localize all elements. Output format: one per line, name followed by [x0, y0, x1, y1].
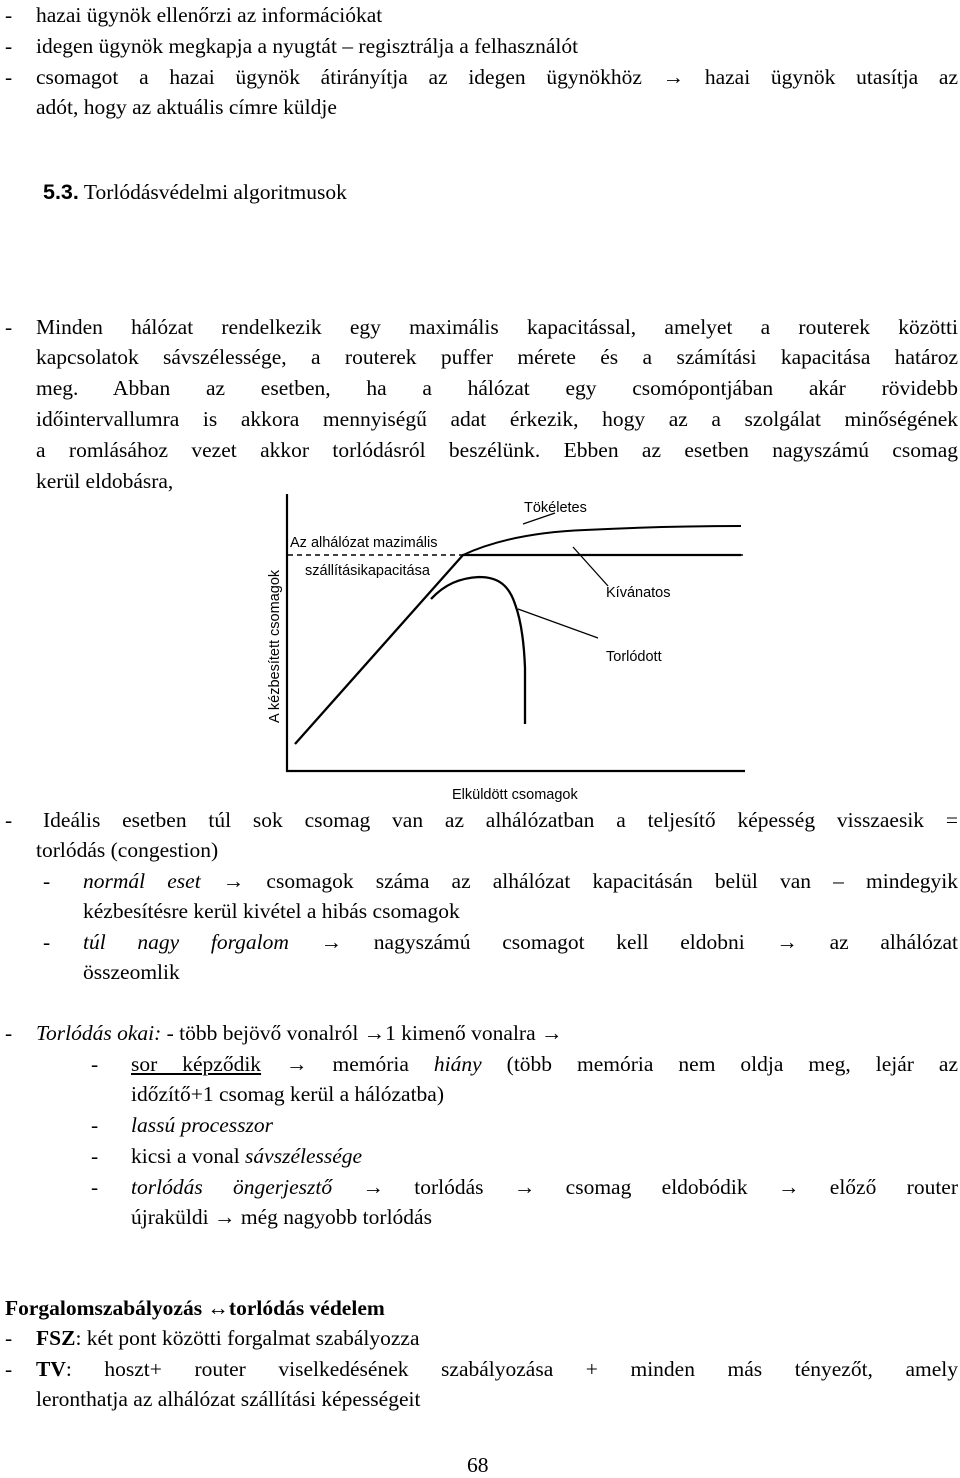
list-dash: -	[43, 930, 51, 954]
cause-queue-line-2: időzítő+1 csomag kerül a hálózatba)	[131, 1082, 445, 1106]
list-dash: -	[5, 1326, 13, 1350]
paragraph-line: Ideális esetben túl sok csomag van az alhálózatban a teljesítő képesség visszaesik =	[43, 808, 958, 832]
heavy-traffic-text: → nagyszámú csomagot kell eldobni → az alhálózat	[288, 930, 958, 954]
top-list-item-continuation: adót, hogy az aktuális címre küldje	[36, 95, 337, 119]
tv-line	[36, 1359, 958, 1381]
normal-case-line-2: kézbesítésre kerül kivétel a hibás csomagok	[83, 899, 460, 923]
page-number: 68	[467, 1453, 489, 1477]
congestion-figure	[255, 492, 765, 804]
fsz-text: : két pont közötti forgalmat szabályozza	[75, 1326, 420, 1350]
normal-case-term: normál eset	[83, 869, 201, 893]
cause-self-excitation-text: → torlódás → csomag eldobódik → előző router	[332, 1175, 958, 1199]
label-desired: Kívánatos	[606, 585, 671, 601]
list-dash: -	[5, 1357, 13, 1381]
cause-queue-rest: (több memória nem oldja meg, lejár az	[481, 1052, 958, 1076]
causes-text: - több bejövő vonalról →1 kimenő vonalra →	[161, 1021, 563, 1045]
capacity-label-1: Az alhálózat mazimális	[290, 535, 438, 551]
heavy-traffic-line-2: összeomlik	[83, 960, 180, 984]
cause-slow-processor: lassú processzor	[131, 1113, 273, 1137]
heavy-traffic-line	[83, 932, 958, 954]
paragraph-line: a romlásához vezet akkor torlódásról beszélünk. Ebben az esetben nagyszámú csomag	[36, 438, 958, 462]
list-dash: -	[91, 1144, 99, 1168]
paragraph-line: időintervallumra is akkora mennyiségű adat érkezik, hogy az a szolgálat minőségének	[36, 407, 958, 431]
causes-line	[36, 1023, 563, 1045]
cause-bandwidth	[131, 1146, 362, 1168]
traffic-heading: Forgalomszabályozás ↔torlódás védelem	[5, 1296, 385, 1320]
desired-curve	[463, 526, 741, 555]
cause-self-excitation-line-2: újraküldi → még nagyobb torlódás	[131, 1205, 432, 1229]
section-heading	[43, 182, 347, 204]
cause-self-excitation	[131, 1177, 958, 1199]
paragraph-line: torlódás (congestion)	[36, 838, 219, 862]
callout-congested	[518, 609, 598, 638]
top-list-item: idegen ügynök megkapja a nyugtát – regisztrálja a felhasználót	[36, 34, 579, 58]
section-title: Torlódásvédelmi algoritmusok	[83, 180, 347, 204]
top-list-item: hazai ügynök ellenőrzi az információkat	[36, 3, 383, 27]
list-dash: -	[91, 1175, 99, 1199]
y-axis-label: A kézbesített csomagok	[267, 569, 283, 723]
paragraph-line: meg. Abban az esetben, ha a hálózat egy csomópontjában akár rövidebb	[36, 376, 958, 400]
list-dash: -	[5, 65, 13, 89]
callout-desired	[573, 547, 608, 586]
list-dash: -	[91, 1052, 99, 1076]
perfect-curve	[295, 555, 741, 744]
list-dash: -	[5, 315, 13, 339]
normal-case-text: → csomagok száma az alhálózat kapacitásán belül van – mindegyik	[200, 869, 959, 893]
list-dash: -	[5, 1021, 13, 1045]
list-dash: -	[43, 869, 51, 893]
cause-bandwidth-text: kicsi a vonal	[131, 1144, 246, 1168]
fsz-line	[36, 1328, 420, 1350]
list-dash: -	[91, 1113, 99, 1137]
paragraph-line: kerül eldobásra,	[36, 469, 174, 493]
congested-curve	[431, 577, 525, 724]
normal-case-line	[83, 871, 958, 893]
tv-text: : hoszt+ router viselkedésének szabályozása + minden más tényezőt, amely	[65, 1357, 958, 1381]
heavy-traffic-term: túl nagy forgalom	[83, 930, 289, 954]
cause-queue-term: sor képződik	[131, 1052, 262, 1076]
tv-term: TV	[36, 1357, 66, 1381]
tv-line-2: leronthatja az alhálózat szállítási képességeit	[36, 1387, 421, 1411]
cause-queue-mid: → memória	[261, 1052, 434, 1076]
capacity-label-2: szállításikapacitása	[305, 563, 430, 579]
cause-queue	[131, 1054, 958, 1076]
list-dash: -	[5, 808, 13, 832]
list-dash: -	[5, 3, 13, 27]
paragraph-line: kapcsolatok sávszélessége, a routerek puffer mérete és a számítási kapacitása határoz	[36, 345, 958, 369]
paragraph-line: Minden hálózat rendelkezik egy maximális kapacitással, amelyet a routerek közötti	[36, 315, 958, 339]
causes-label: Torlódás okai:	[36, 1021, 162, 1045]
label-perfect: Tökéletes	[524, 500, 587, 516]
section-number: 5.3.	[43, 180, 79, 204]
fsz-term: FSZ	[36, 1326, 76, 1350]
cause-bandwidth-term: sávszélessége	[245, 1144, 363, 1168]
cause-queue-italic: hiány	[433, 1052, 482, 1076]
cause-self-excitation-term: torlódás öngerjesztő	[131, 1175, 333, 1199]
list-dash: -	[5, 34, 13, 58]
top-list-item: csomagot a hazai ügynök átirányítja az idegen ügynökhöz → hazai ügynök utasítja az	[36, 65, 958, 89]
label-congested: Torlódott	[606, 649, 662, 665]
x-axis-label: Elküldött csomagok	[452, 787, 578, 803]
